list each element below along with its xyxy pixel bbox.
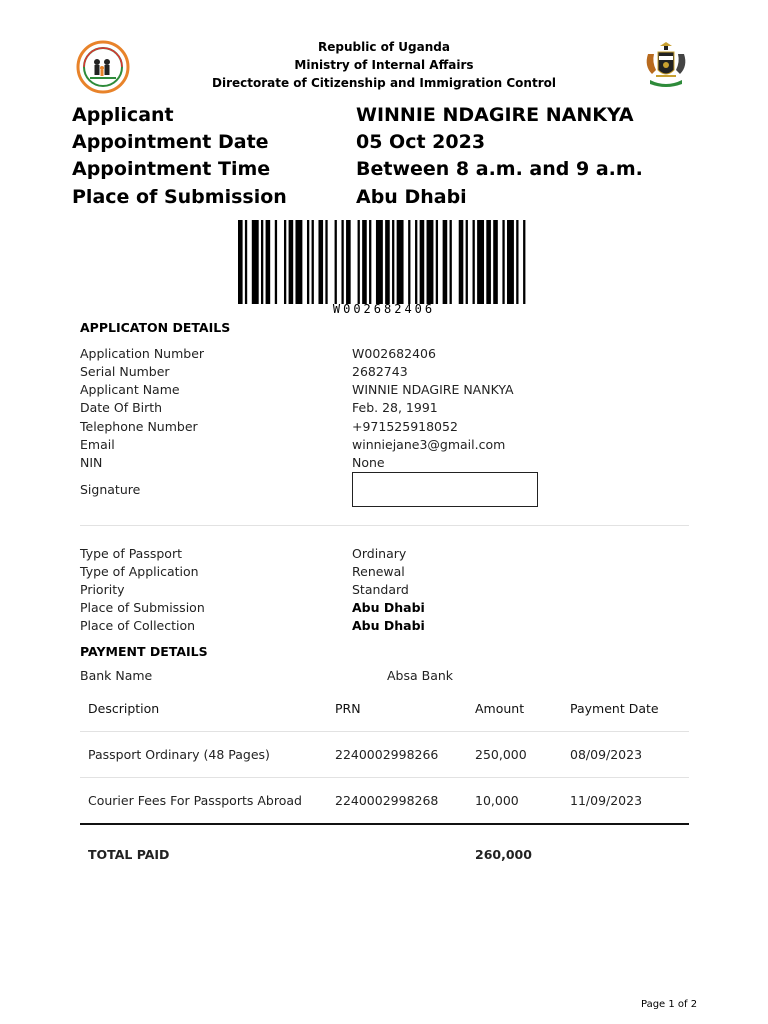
cell-description: Passport Ordinary (48 Pages) bbox=[88, 747, 270, 762]
table-row-divider bbox=[80, 777, 689, 778]
label-email: Email bbox=[80, 437, 115, 452]
cell-description: Courier Fees For Passports Abroad bbox=[88, 793, 302, 808]
summary-value-date: 05 Oct 2023 bbox=[356, 131, 486, 153]
barcode-bar bbox=[486, 220, 491, 304]
barcode-text: W002682406 bbox=[332, 302, 436, 316]
barcode bbox=[238, 220, 530, 304]
summary-label-time: Appointment Time bbox=[72, 158, 271, 180]
barcode-bar bbox=[427, 220, 434, 304]
barcode-bar bbox=[450, 220, 452, 304]
label-date-of-birth: Date Of Birth bbox=[80, 400, 163, 415]
value-place-of-collection: Abu Dhabi bbox=[352, 618, 425, 633]
label-telephone: Telephone Number bbox=[80, 419, 198, 434]
page-number: Page 1 of 2 bbox=[641, 999, 698, 1010]
summary-label-date: Appointment Date bbox=[72, 131, 269, 153]
payment-details-title: PAYMENT DETAILS bbox=[80, 644, 208, 659]
barcode-bar bbox=[507, 220, 514, 304]
barcode-bar bbox=[392, 220, 394, 304]
barcode-bar bbox=[341, 220, 343, 304]
label-application-type: Type of Application bbox=[80, 564, 199, 579]
barcode-bar bbox=[466, 220, 468, 304]
label-bank-name: Bank Name bbox=[80, 668, 153, 683]
total-paid-value: 260,000 bbox=[475, 847, 532, 862]
barcode-bar bbox=[420, 220, 425, 304]
value-nin: None bbox=[352, 455, 385, 470]
barcode-bar bbox=[295, 220, 302, 304]
barcode-bar bbox=[312, 220, 314, 304]
column-header-payment-date: Payment Date bbox=[570, 701, 659, 716]
barcode-bar bbox=[252, 220, 259, 304]
barcode-bar bbox=[415, 220, 417, 304]
value-applicant-name: WINNIE NDAGIRE NANKYA bbox=[352, 382, 514, 397]
header-directorate: Directorate of Citizenship and Immigration Control bbox=[212, 76, 556, 90]
label-place-of-collection: Place of Collection bbox=[80, 618, 196, 633]
barcode-bar bbox=[362, 220, 367, 304]
column-header-description: Description bbox=[88, 701, 160, 716]
cell-payment-date: 08/09/2023 bbox=[570, 747, 643, 762]
label-serial-number: Serial Number bbox=[80, 364, 170, 379]
value-application-number: W002682406 bbox=[352, 346, 436, 361]
cell-payment-date: 11/09/2023 bbox=[570, 793, 643, 808]
barcode-bar bbox=[245, 220, 247, 304]
label-place-of-submission: Place of Submission bbox=[80, 600, 205, 615]
barcode-bar bbox=[261, 220, 263, 304]
barcode-bar bbox=[346, 220, 351, 304]
column-header-amount: Amount bbox=[475, 701, 525, 716]
value-bank-name: Absa Bank bbox=[387, 668, 454, 683]
signature-box bbox=[352, 472, 538, 507]
summary-value-applicant: WINNIE NDAGIRE NANKYA bbox=[356, 104, 634, 126]
barcode-bar bbox=[289, 220, 294, 304]
barcode-bar bbox=[307, 220, 309, 304]
table-header-divider bbox=[80, 731, 689, 732]
barcode-bar bbox=[369, 220, 371, 304]
barcode-bar bbox=[523, 220, 525, 304]
total-paid-label: TOTAL PAID bbox=[88, 847, 170, 862]
barcode-bar bbox=[385, 220, 390, 304]
value-serial-number: 2682743 bbox=[352, 364, 408, 379]
barcode-bar bbox=[516, 220, 518, 304]
barcode-bar bbox=[284, 220, 286, 304]
application-details-title: APPLICATON DETAILS bbox=[80, 320, 231, 335]
total-divider bbox=[80, 823, 689, 825]
column-header-prn: PRN bbox=[335, 701, 361, 716]
label-priority: Priority bbox=[80, 582, 125, 597]
cell-prn: 2240002998268 bbox=[335, 793, 439, 808]
summary-label-applicant: Applicant bbox=[72, 104, 174, 126]
barcode-bar bbox=[436, 220, 438, 304]
label-passport-type: Type of Passport bbox=[80, 546, 182, 561]
barcode-bars bbox=[238, 220, 530, 304]
barcode-bar bbox=[408, 220, 410, 304]
barcode-bar bbox=[358, 220, 360, 304]
value-email: winniejane3@gmail.com bbox=[352, 437, 506, 452]
barcode-bar bbox=[376, 220, 383, 304]
value-date-of-birth: Feb. 28, 1991 bbox=[352, 400, 438, 415]
value-application-type: Renewal bbox=[352, 564, 405, 579]
label-signature: Signature bbox=[80, 482, 141, 497]
barcode-bar bbox=[397, 220, 404, 304]
summary-value-time: Between 8 a.m. and 9 a.m. bbox=[356, 158, 643, 180]
value-passport-type: Ordinary bbox=[352, 546, 407, 561]
barcode-bar bbox=[502, 220, 504, 304]
header-ministry: Ministry of Internal Affairs bbox=[294, 58, 474, 72]
cell-amount: 250,000 bbox=[475, 747, 527, 762]
barcode-bar bbox=[275, 220, 277, 304]
summary-value-place: Abu Dhabi bbox=[356, 186, 467, 208]
barcode-bar bbox=[335, 220, 337, 304]
barcode-bar bbox=[459, 220, 464, 304]
barcode-bar bbox=[443, 220, 448, 304]
summary-label-place: Place of Submission bbox=[72, 186, 287, 208]
header-country: Republic of Uganda bbox=[318, 40, 450, 54]
barcode-bar bbox=[493, 220, 498, 304]
barcode-bar bbox=[325, 220, 327, 304]
label-applicant-name: Applicant Name bbox=[80, 382, 180, 397]
label-nin: NIN bbox=[80, 455, 103, 470]
barcode-bar bbox=[473, 220, 475, 304]
barcode-bar bbox=[238, 220, 243, 304]
cell-prn: 2240002998266 bbox=[335, 747, 439, 762]
barcode-bar bbox=[477, 220, 484, 304]
barcode-bar bbox=[318, 220, 323, 304]
label-application-number: Application Number bbox=[80, 346, 205, 361]
divider bbox=[80, 525, 689, 526]
cell-amount: 10,000 bbox=[475, 793, 519, 808]
value-telephone: +971525918052 bbox=[352, 419, 458, 434]
value-place-of-submission: Abu Dhabi bbox=[352, 600, 425, 615]
value-priority: Standard bbox=[352, 582, 409, 597]
barcode-bar bbox=[266, 220, 271, 304]
